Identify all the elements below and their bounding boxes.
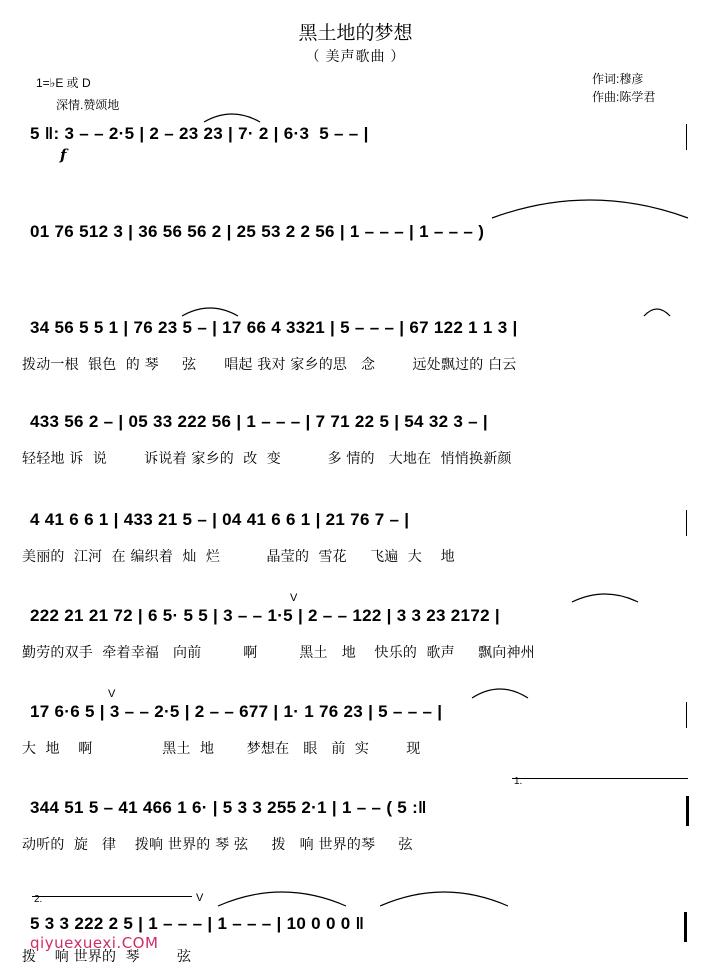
bar-line	[686, 702, 687, 728]
notation-line: 433 56 2 – | 05 33 222 56 | 1 – – – | 7 71 22 5 | 54 32 3 – |	[30, 412, 488, 431]
slur-arc	[570, 590, 640, 604]
song-subtitle: （ 美声歌曲 ）	[305, 48, 406, 64]
slur-arc	[470, 684, 530, 700]
tie-arc	[490, 192, 690, 220]
volta-second-label: 2.	[34, 894, 43, 905]
slur-arc	[642, 304, 672, 318]
notation-line: 34 56 5 5 1 | 76 23 5 – | 17 66 4 3321 | 5 – – – | 67 122 1 1 3 |	[30, 318, 518, 337]
tempo-marking: 深情.赞颂地	[56, 98, 120, 112]
lyricist-credit: 作词:穆彦	[592, 72, 644, 86]
slur-arc	[180, 304, 240, 318]
watermark: qiyuexuexi.COM	[30, 934, 159, 952]
notation-line: 01 76 512 3 | 36 56 56 2 | 25 53 2 2 56 | 1 – – – | 1 – – – )	[30, 222, 485, 241]
tie-arc	[378, 886, 510, 908]
bar-line	[686, 510, 687, 536]
final-bar	[684, 912, 687, 942]
song-title: 黑土地的梦想	[298, 23, 413, 44]
volta-bracket	[512, 778, 688, 779]
breath-mark: V	[196, 892, 204, 904]
lyric-line: 动听的 旋 律 拨响 世界的 琴 弦 拨 响 世界的琴 弦	[22, 837, 413, 853]
lyric-line: 拨动一根 银色 的 琴 弦 唱起 我对 家乡的思 念 远处飘过的 白云	[22, 357, 517, 373]
breath-mark: V	[290, 592, 298, 604]
end-repeat-bar	[686, 796, 689, 826]
volta-bracket	[32, 896, 192, 897]
dynamic-mark: f	[60, 146, 67, 164]
lyric-line: 勤劳的双手 牵着幸福 向前 啊 黑土 地 快乐的 歌声 飘向神州	[22, 645, 535, 661]
notation-line: 4 41 6 6 1 | 433 21 5 – | 04 41 6 6 1 | 21 76 7 – |	[30, 510, 410, 529]
notation-line: 5 ‖: 3 – – 2·5 | 2 – 23 23 | 7· 2 | 6·3 5 – – |	[30, 124, 369, 143]
lyric-line: 轻轻地 诉 说 诉说着 家乡的 改 变 多 情的 大地在 悄悄换新颜	[22, 451, 512, 467]
tie-arc	[216, 886, 348, 908]
volta-first-label: 1.	[514, 776, 523, 787]
key-signature: 1=♭E 或 D	[36, 76, 91, 90]
slur-arc	[202, 110, 262, 124]
lyric-line: 大 地 啊 黑土 地 梦想在 眼 前 实 现	[22, 741, 421, 757]
breath-mark: V	[108, 688, 116, 700]
notation-line: 344 51 5 – 41 466 1 6· | 5 3 3 255 2·1 | 1 – – ( 5 :‖	[30, 798, 427, 817]
notation-line: 222 21 21 72 | 6 5· 5 5 | 3 – – 1·5 | 2 – – 122 | 3 3 23 2172 |	[30, 606, 500, 625]
notation-line: 17 6·6 5 | 3 – – 2·5 | 2 – – 677 | 1· 1 76 23 | 5 – – – |	[30, 702, 443, 721]
lyric-line: 美丽的 江河 在 编织着 灿 烂 晶莹的 雪花 飞遍 大 地	[22, 549, 455, 565]
bar-line	[686, 124, 687, 150]
lyric-line: 拨 响 世界的 琴 弦	[22, 949, 192, 965]
notation-line: 5 3 3 222 2 5 | 1 – – – | 1 – – – | 10 0 0 0 ‖	[30, 914, 365, 933]
composer-credit: 作曲:陈学君	[592, 90, 656, 104]
